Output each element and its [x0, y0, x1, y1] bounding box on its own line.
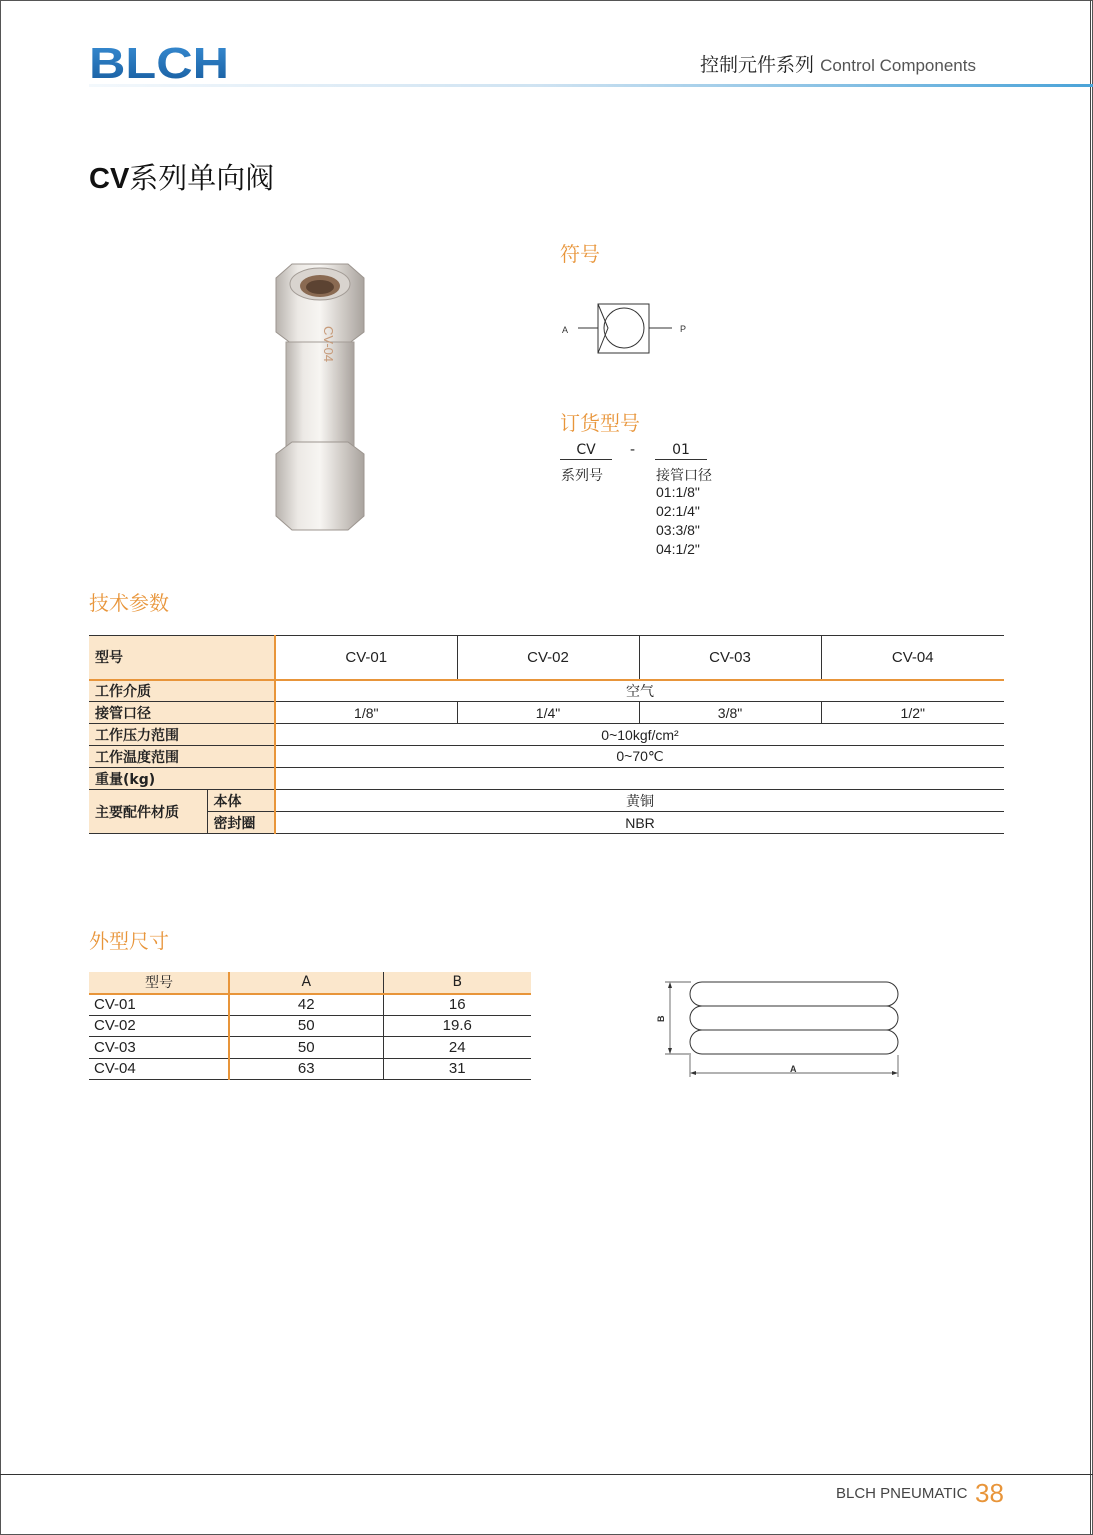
specs-model-label: 型号: [89, 636, 275, 680]
dimensions-header-cell: B: [383, 972, 531, 994]
dimensions-cell: 42: [229, 994, 383, 1016]
specs-heading: 技术参数: [89, 591, 169, 615]
specs-model-cell: CV-02: [457, 636, 639, 680]
order-code: [560, 440, 760, 570]
header-divider: [89, 84, 1093, 87]
specs-port-cell: 3/8": [639, 702, 821, 724]
specs-model-row: [89, 636, 1004, 680]
order-option: 04:1/2": [656, 541, 700, 557]
dimensions-cell: 63: [229, 1058, 383, 1080]
specs-body-label: 本体: [207, 790, 275, 812]
specs-seal-value: NBR: [275, 812, 1004, 834]
table-row: [89, 994, 531, 1016]
logo-text: BLCH: [89, 42, 229, 82]
specs-model-cell: CV-03: [639, 636, 821, 680]
dimensions-cell: 50: [229, 1037, 383, 1059]
specs-port-cell: 1/8": [275, 702, 457, 724]
right-border-line: [1090, 0, 1091, 1535]
specs-pressure-row: [89, 724, 1004, 746]
specs-port-label: 接管口径: [89, 702, 275, 724]
svg-text:CV-04: CV-04: [321, 326, 336, 363]
order-option: 02:1/4": [656, 503, 700, 519]
order-dash: -: [630, 442, 636, 458]
page-title-model: CV: [89, 163, 130, 195]
specs-seal-row: [89, 812, 1004, 834]
order-heading: 订货型号: [560, 411, 640, 435]
specs-port-cell: 1/2": [821, 702, 1004, 724]
dimension-a-label: A: [790, 1064, 797, 1074]
order-series-code: CV: [560, 442, 612, 460]
dimensions-cell: CV-04: [89, 1058, 229, 1080]
specs-table: [89, 635, 1004, 834]
port-a-label: A: [562, 325, 569, 335]
specs-weight-value: [275, 768, 1004, 790]
specs-body-value: 黄铜: [275, 790, 1004, 812]
blch-logo: [89, 42, 231, 82]
dimensions-header-cell: A: [229, 972, 383, 994]
dimensions-cell: 50: [229, 1015, 383, 1037]
specs-seal-label: 密封圈: [207, 812, 275, 834]
order-size-label: 接管口径: [656, 468, 712, 484]
dimensions-cell: CV-01: [89, 994, 229, 1016]
dimensions-table: [89, 972, 531, 1080]
dimensions-cell: 19.6: [383, 1015, 531, 1037]
product-photo: [262, 258, 377, 540]
page-title-name: 系列单向阀: [129, 161, 275, 195]
order-option: 01:1/8": [656, 484, 700, 500]
specs-temp-row: [89, 746, 1004, 768]
dimensions-cell: CV-02: [89, 1015, 229, 1037]
footer-divider: [0, 1474, 1093, 1475]
table-row: [89, 1058, 531, 1080]
dimensions-heading: 外型尺寸: [89, 929, 169, 953]
dimensions-cell: 24: [383, 1037, 531, 1059]
specs-temp-value: 0~70℃: [275, 746, 1004, 768]
order-series-label: 系列号: [561, 468, 603, 484]
page-number: 38: [975, 1478, 1004, 1508]
specs-pressure-label: 工作压力范围: [89, 724, 275, 746]
specs-weight-label: 重量(kg): [89, 768, 275, 790]
symbol-heading: 符号: [560, 242, 600, 266]
specs-model-cell: CV-04: [821, 636, 1004, 680]
specs-body-row: [89, 790, 1004, 812]
specs-model-cell: CV-01: [275, 636, 457, 680]
dimensions-cell: 16: [383, 994, 531, 1016]
footer-brand: BLCH PNEUMATIC: [836, 1485, 968, 1502]
table-row: [89, 1015, 531, 1037]
specs-weight-row: [89, 768, 1004, 790]
header-title-cn: 控制元件系列: [700, 54, 815, 76]
order-option: 03:3/8": [656, 522, 700, 538]
dimensions-cell: CV-03: [89, 1037, 229, 1059]
specs-temp-label: 工作温度范围: [89, 746, 275, 768]
specs-medium-value: 空气: [275, 680, 1004, 702]
specs-pressure-value: 0~10kgf/cm²: [275, 724, 1004, 746]
dimension-b-label: B: [656, 1015, 666, 1022]
specs-material-label: 主要配件材质: [89, 790, 207, 834]
dimensions-header-row: [89, 972, 531, 994]
check-valve-symbol: [558, 292, 698, 362]
header-title-en: Control Components: [820, 56, 976, 75]
specs-medium-row: [89, 680, 1004, 702]
page-title: [89, 156, 274, 197]
table-row: [89, 1037, 531, 1059]
dimensions-cell: 31: [383, 1058, 531, 1080]
specs-medium-label: 工作介质: [89, 680, 275, 702]
dimensions-header-cell: 型号: [89, 972, 229, 994]
order-size-code: 01: [655, 442, 707, 460]
port-p-label: P: [680, 324, 687, 334]
dimension-drawing: [655, 975, 905, 1080]
header-title: [700, 50, 976, 77]
specs-port-row: [89, 702, 1004, 724]
specs-port-cell: 1/4": [457, 702, 639, 724]
